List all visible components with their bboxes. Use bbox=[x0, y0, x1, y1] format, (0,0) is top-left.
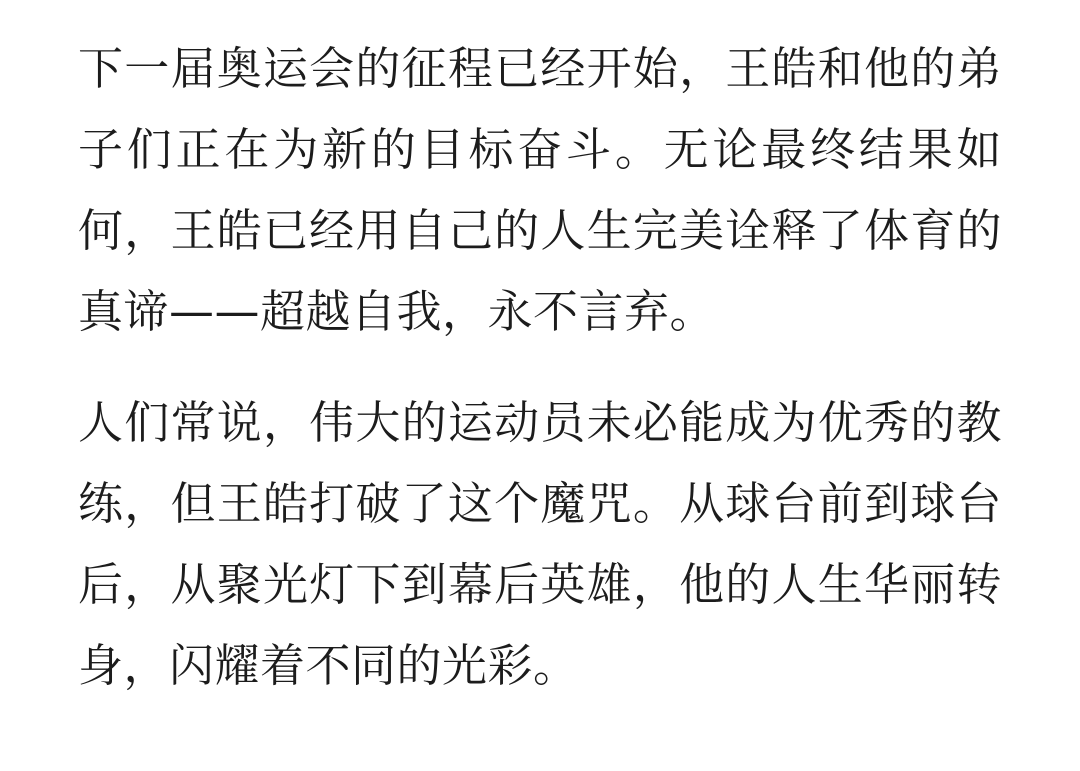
article-paragraph-2: 人们常说，伟大的运动员未必能成为优秀的教练，但王皓打破了这个魔咒。从球台前到球台后，从聚光灯下到幕后英雄，他的人生华丽转身，闪耀着不同的光彩。 bbox=[78, 396, 1002, 692]
article-paragraph-1: 下一届奥运会的征程已经开始，王皓和他的弟子们正在为新的目标奋斗。无论最终结果如何，王皓已经用自己的人生完美诠释了体育的真谛——超越自我，永不言弃。 bbox=[78, 42, 1002, 338]
